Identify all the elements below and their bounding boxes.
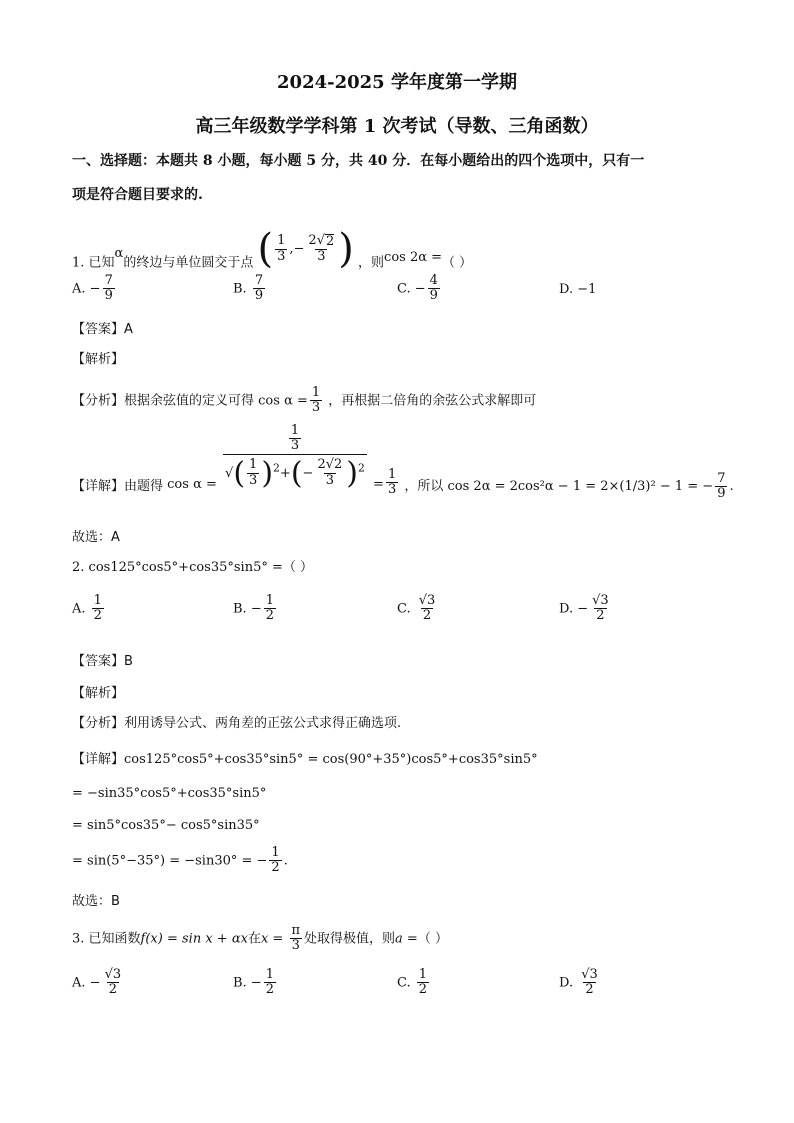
q1-cos2a: cos 2α = — [384, 249, 443, 265]
q2-option-c: C. $\frac{√3}{2}$ — [397, 593, 436, 624]
q2-option-d: D. − $\frac{√3}{2}$ — [559, 593, 609, 624]
q3-stem: 3. 已知函数f(x) = sin x + αx在x = $\frac{\pi}{3}$ 处取得极值，则a =（ ） — [72, 923, 448, 954]
q3-option-a: A. − $\frac{√3}{2}$ — [72, 967, 122, 998]
q1-answer: 【答案】A — [72, 322, 133, 337]
q1-option-d: D. −1 — [559, 282, 597, 297]
q2-fenxi: 【分析】利用诱导公式、两角差的正弦公式求得正确选项. — [72, 716, 402, 731]
q1-option-c: C. − $\frac{4}{9}$ — [397, 273, 438, 304]
q2-stem: 2. cos125°cos5°+cos35°sin5° =（ ） — [72, 560, 314, 575]
q3-option-b: B. − $\frac{1}{2}$ — [233, 967, 275, 998]
q1-point: ( $\frac{1}{3}$ ,− 2 √ 2 3 ) — [257, 226, 353, 272]
q2-answer: 【答案】B — [72, 654, 133, 669]
q1-stem-a: 1. 已知 — [72, 255, 115, 271]
q2-detail-4: = sin(5°−35°) = −sin30° = − $\frac{1}{2}$ . — [72, 845, 288, 876]
section-instructions-cont: 项是符合题目要求的. — [72, 187, 203, 203]
q3-option-c: C. $\frac{1}{2}$ — [397, 967, 428, 998]
q2-option-b: B. − $\frac{1}{2}$ — [233, 593, 275, 624]
page-title: 2024-2025 学年度第一学期 — [277, 72, 517, 93]
q2-detail-1: 【详解】cos125°cos5°+cos35°sin5° = cos(90°+35°)cos5°+cos35°sin5° — [72, 752, 538, 767]
q2-detail-2: = −sin35°cos5°+cos35°sin5° — [72, 786, 267, 801]
q1-choose: 故选：A — [72, 530, 120, 545]
q2-analysis-label: 【解析】 — [72, 686, 125, 701]
q2-option-a: A. $\frac{1}{2}$ — [72, 593, 102, 624]
q1-option-a: A. − $\frac{7}{9}$ — [72, 273, 113, 304]
section-instructions: 一、选择题：本题共 8 小题，每小题 5 分，共 40 分．在每小题给出的四个选项中，只有一 — [72, 153, 645, 169]
q1-alpha: α — [114, 245, 124, 261]
q1-detail: 【详解】由题得 cos α = $\frac{1}{3}$ √( $\frac{1}{3}$ )$^2$+(− $\frac{2√2}{3}$ )$^2$ = $\frac{1}{3}$ ，所以 cos 2α = 2cos²α − 1 = 2×(1/3)² − 1 = − $\frac{7}{9}$ . — [72, 423, 734, 502]
q1-blank: （ ） — [442, 255, 473, 271]
q1-stem-b: 的终边与单位圆交于点 — [123, 255, 254, 271]
q1-stem-c: ，则 — [358, 255, 385, 271]
q1-option-b: B. $\frac{7}{9}$ — [233, 273, 264, 304]
q3-option-d: D. $\frac{√3}{2}$ — [559, 967, 598, 998]
q1-fenxi: 【分析】根据余弦值的定义可得 cos α = $\frac{1}{3}$ ，再根据二倍角的余弦公式求解即可 — [72, 385, 537, 416]
page-subtitle: 高三年级数学学科第 1 次考试（导数、三角函数） — [195, 116, 599, 137]
q1-analysis-label: 【解析】 — [72, 352, 125, 367]
q2-choose: 故选：B — [72, 894, 120, 909]
q2-detail-3: = sin5°cos35°− cos5°sin35° — [72, 818, 260, 833]
